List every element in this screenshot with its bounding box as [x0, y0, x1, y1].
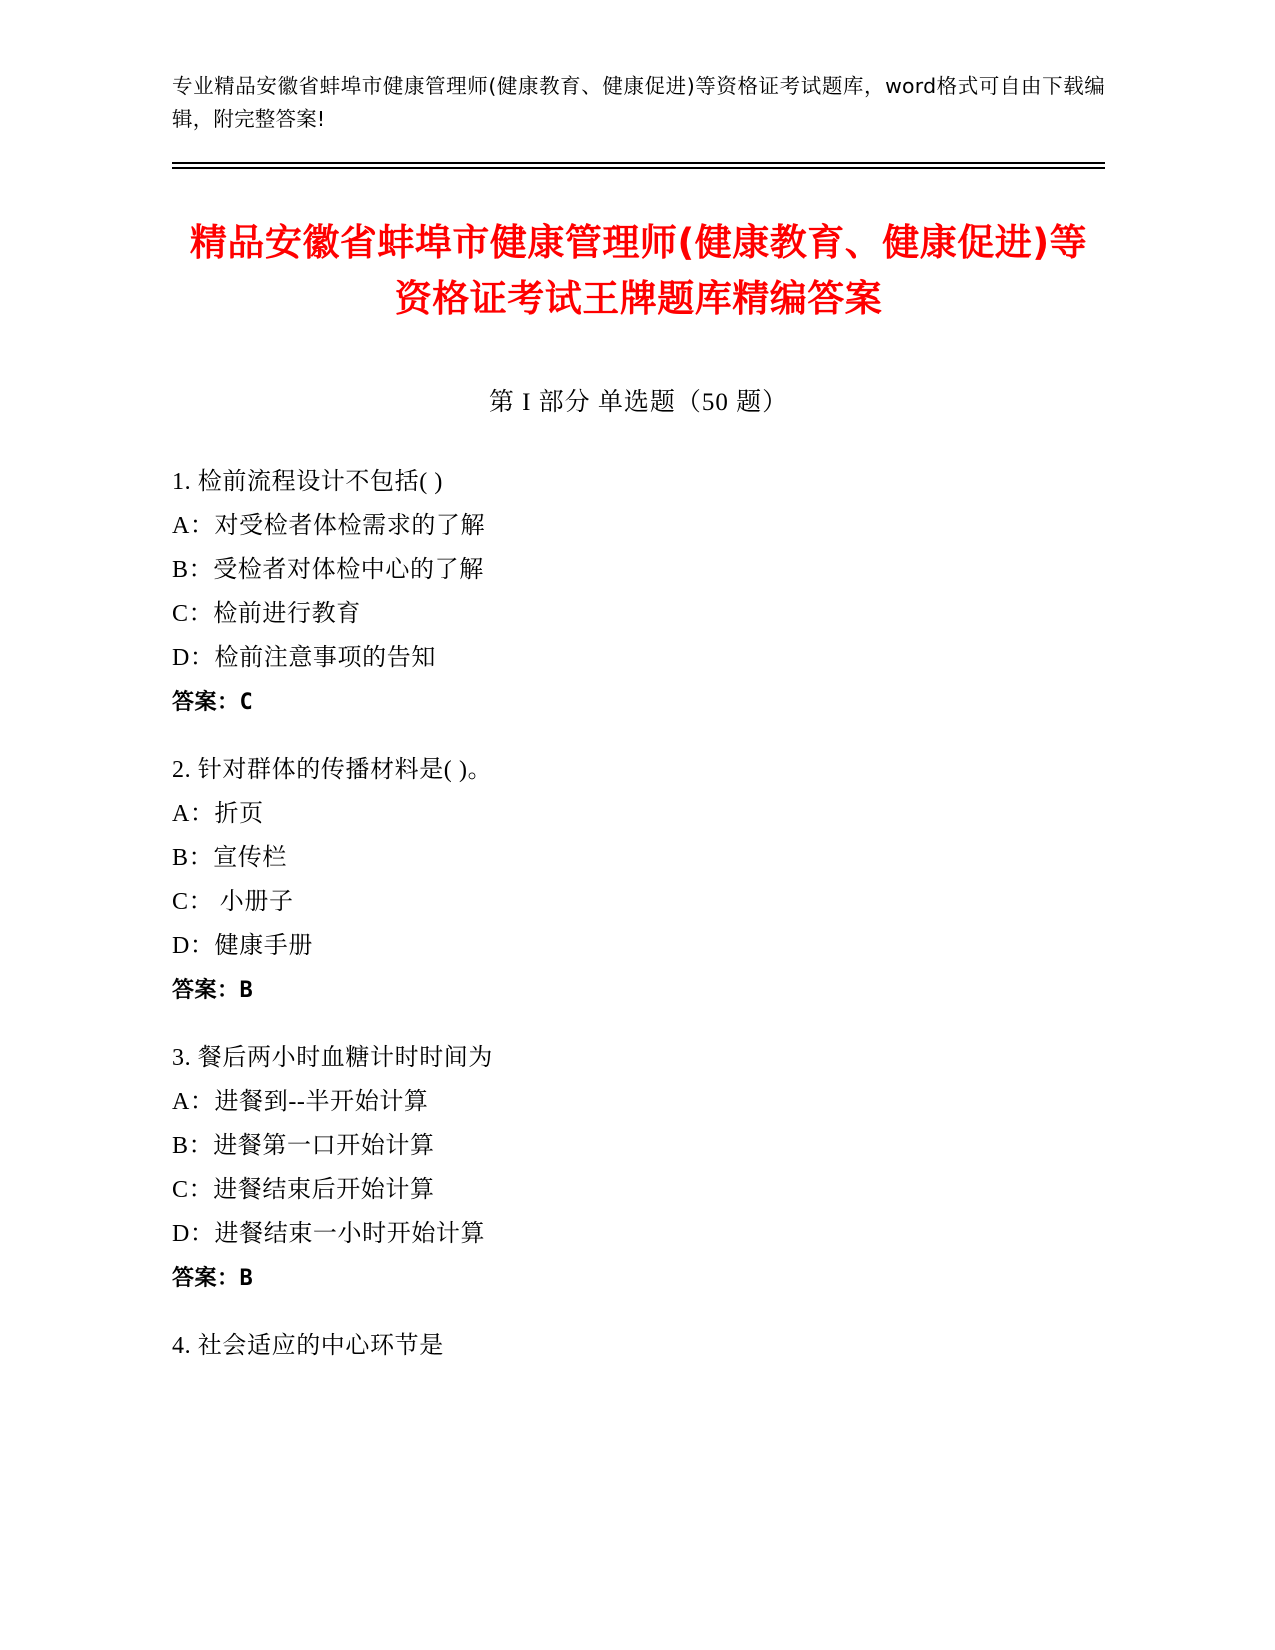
question-option: A：折页 — [172, 801, 264, 828]
question-option: B：宣传栏 — [172, 845, 288, 872]
answer-label: 答案： — [172, 1266, 240, 1292]
question-answer — [172, 980, 1105, 1002]
question-option: A：对受检者体检需求的了解 — [172, 513, 486, 540]
question-option: C：进餐结束后开始计算 — [172, 1177, 435, 1204]
answer-value: B — [239, 1266, 254, 1292]
question-option: B：进餐第一口开始计算 — [172, 1133, 435, 1160]
question-option: D：进餐结束一小时开始计算 — [172, 1221, 486, 1248]
question-block — [172, 1046, 1105, 1290]
question-option: C： 小册子 — [172, 889, 294, 916]
answer-value: B — [239, 978, 254, 1004]
answer-value: C — [239, 690, 254, 716]
question-stem: 2. 针对群体的传播材料是( )。 — [172, 757, 493, 784]
section-heading: 第 I 部分 单选题（50 题） — [488, 389, 789, 417]
question-option: D：健康手册 — [172, 933, 313, 960]
question-answer — [172, 1268, 1105, 1290]
question-stem: 3. 餐后两小时血糖计时时间为 — [172, 1045, 493, 1072]
question-option: B：受检者对体检中心的了解 — [172, 557, 484, 584]
question-option: C：检前进行教育 — [172, 601, 361, 628]
question-block — [172, 470, 1105, 714]
question-block — [172, 1334, 1105, 1358]
question-block — [172, 758, 1105, 1002]
question-stem: 1. 检前流程设计不包括( ) — [172, 469, 443, 496]
answer-label: 答案： — [172, 690, 240, 716]
question-option: A：进餐到--半开始计算 — [172, 1089, 429, 1116]
header-note: 专业精品安徽省蚌埠市健康管理师(健康教育、健康促进)等资格证考试题库，word格式可自由下载编辑，附完整答案! — [172, 74, 1105, 132]
question-option: D：检前注意事项的告知 — [172, 645, 436, 672]
page-title: 精品安徽省蚌埠市健康管理师(健康教育、健康促进)等资格证考试王牌题库精编答案 — [189, 221, 1088, 320]
header-divider — [172, 162, 1105, 169]
question-answer — [172, 692, 1105, 714]
answer-label: 答案： — [172, 978, 240, 1004]
question-stem: 4. 社会适应的中心环节是 — [172, 1333, 444, 1360]
